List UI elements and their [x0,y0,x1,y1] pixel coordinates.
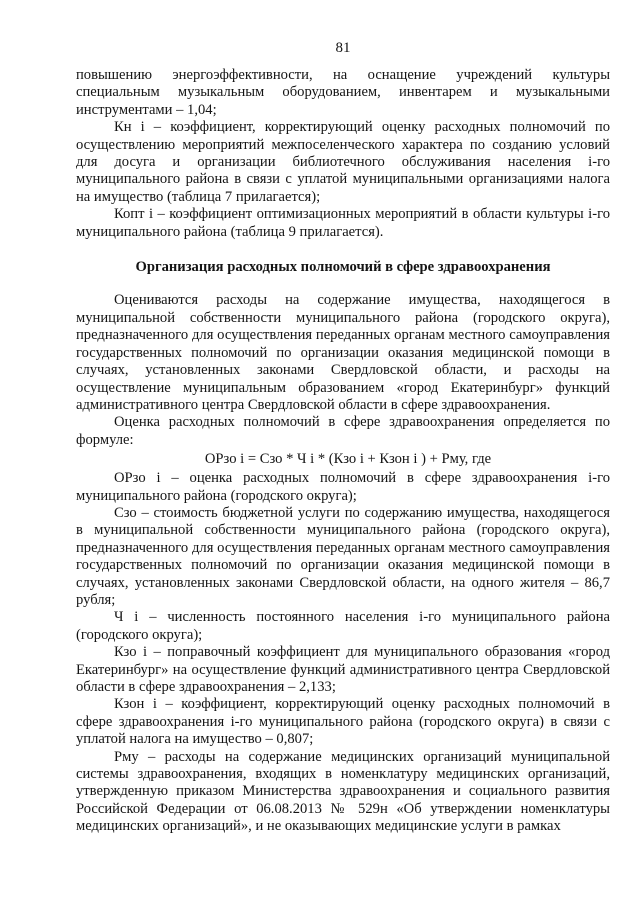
paragraph-formula-intro: Оценка расходных полномочий в сфере здравоохранения определяется по формуле: [76,414,610,448]
paragraph-intro: Оцениваются расходы на содержание имущества, находящегося в муниципальной собственности муниципального района (городского округа), предназначенного для осуществления переданных органам местного самоуправления государственных полномочий по организации оказания медицинской помощи в случаях, установленных законами Свердловской области, и расходы на осуществление муниципальным образованием «город Екатеринбург» функций административного центра Свердловской области в сфере здравоохранения. [76,292,610,413]
paragraph-continuation: повышению энергоэффективности, на оснащение учреждений культуры специальным музыкальным оборудованием, инвентарем и музыкальными инструментами – 1,04; [76,67,610,118]
definition-ch: Ч i – численность постоянного населения i-го муниципального района (городского округа); [76,609,610,643]
page-number: 81 [335,40,351,56]
definition-kzo: Кзо i – поправочный коэффициент для муниципального образования «город Екатеринбург» на осуществление функций административного центра Свердловской области в сфере здравоохранения – 2,133; [76,644,610,695]
definition-kzon: Кзон i – коэффициент, корректирующий оценку расходных полномочий в сфере здравоохранения i-го муниципального района (городского округа) в связи с уплатой налога на имущество – 0,807; [76,696,610,748]
formula: ОРзо i = Сзо * Ч i * (Кзо i + Кзон i ) + Рму, где [204,451,492,468]
definition-orzo: ОРзо i – оценка расходных полномочий в сфере здравоохранения i-го муниципального района (городского округа); [76,470,610,504]
paragraph-kn-definition: Кн i – коэффициент, корректирующий оценку расходных полномочий по осуществлению мероприятий межпоселенческого характера по созданию условий для досуга и организации библиотечного обслуживания населения i-го муниципального района в связи с уплатой муниципальными организациями налога на имущество (таблица 7 прилагается); [76,119,610,205]
document-page [76,38,610,836]
section-heading: Организация расходных полномочий в сфере здравоохранения [135,259,551,276]
paragraph-kopt-definition: Копт i – коэффициент оптимизационных мероприятий в области культуры i-го муниципального района (таблица 9 прилагается). [76,206,610,240]
definition-szo: Сзо – стоимость бюджетной услуги по содержанию имущества, находящегося в муниципальной собственности муниципального района (городского округа), предназначенного для осуществления переданных органам местного самоуправления государственных полномочий по организации оказания медицинской помощи в случаях, установленных законами Свердловской области, на одного жителя – 86,7 рубля; [76,504,610,608]
definition-rmu: Рму – расходы на содержание медицинских организаций муниципальной системы здравоохранения, входящих в номенклатуру медицинских организаций, утвержденную приказом Министерства здравоохранения и социального развития Российской Федерации от 06.08.2013 № 529н «Об утверждении номенклатуры медицинских организаций», и не оказывающих медицинские услуги в рамках [76,748,610,835]
